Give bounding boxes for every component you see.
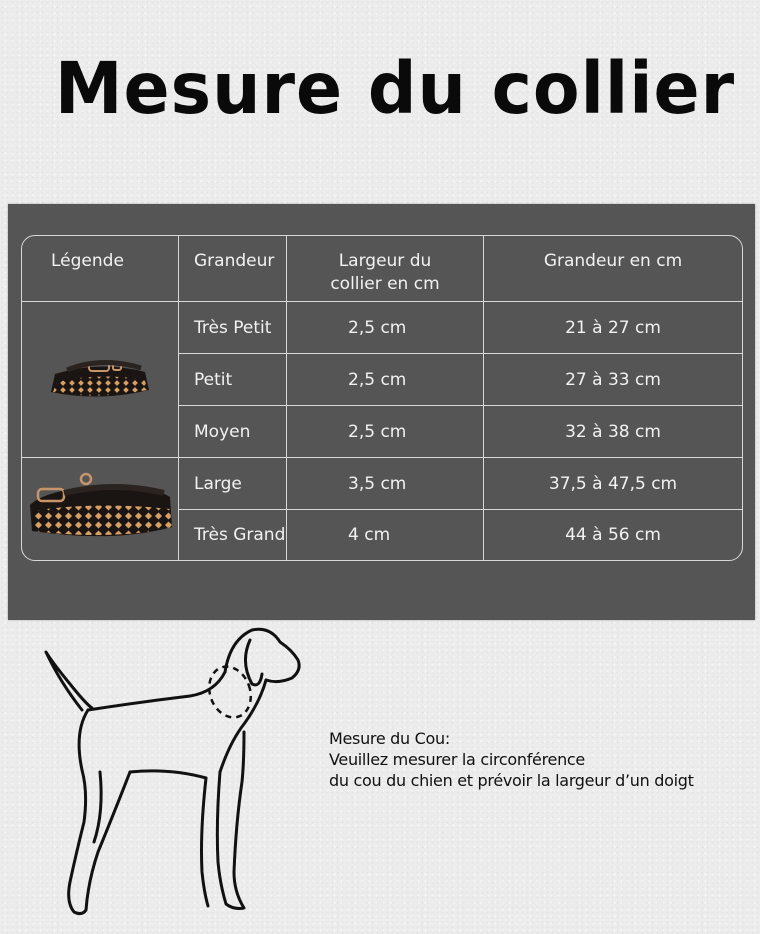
legend-small-collar	[22, 302, 179, 458]
header-width-line2: collier en cm	[330, 274, 440, 294]
row-size: Petit	[179, 354, 287, 406]
row-width: 2,5 cm	[287, 302, 484, 354]
row-length: 32 à 38 cm	[484, 406, 742, 458]
row-length: 27 à 33 cm	[484, 354, 742, 406]
dog-illustration	[30, 622, 310, 922]
header-width	[287, 236, 484, 302]
header-length: Grandeur en cm	[484, 236, 742, 302]
row-width: 2,5 cm	[287, 406, 484, 458]
neck-measurement-info	[329, 728, 749, 791]
header-legend: Légende	[22, 236, 179, 302]
row-size: Très Petit	[179, 302, 287, 354]
dog-outline-icon	[30, 622, 310, 922]
neck-info-line2: du cou du chien et prévoir la largeur d’un doigt	[329, 771, 694, 790]
row-size: Moyen	[179, 406, 287, 458]
legend-large-collar	[22, 458, 179, 560]
page-title: Mesure du collier	[54, 48, 736, 131]
row-width: 2,5 cm	[287, 354, 484, 406]
row-length: 37,5 à 47,5 cm	[484, 458, 742, 510]
row-width: 4 cm	[287, 510, 484, 560]
header-width-line1: Largeur du	[338, 251, 432, 271]
large-collar-icon	[24, 467, 176, 551]
size-table	[21, 235, 743, 561]
header-size: Grandeur	[179, 236, 287, 302]
row-length: 21 à 27 cm	[484, 302, 742, 354]
row-size: Large	[179, 458, 287, 510]
row-size: Très Grand	[179, 510, 287, 560]
size-table-panel	[8, 204, 755, 620]
row-length: 44 à 56 cm	[565, 525, 661, 545]
neck-info-title: Mesure du Cou:	[329, 729, 450, 748]
neck-info-line1: Veuillez mesurer la circonférence	[329, 750, 585, 769]
small-collar-icon	[41, 352, 159, 408]
row-width: 3,5 cm	[287, 458, 484, 510]
